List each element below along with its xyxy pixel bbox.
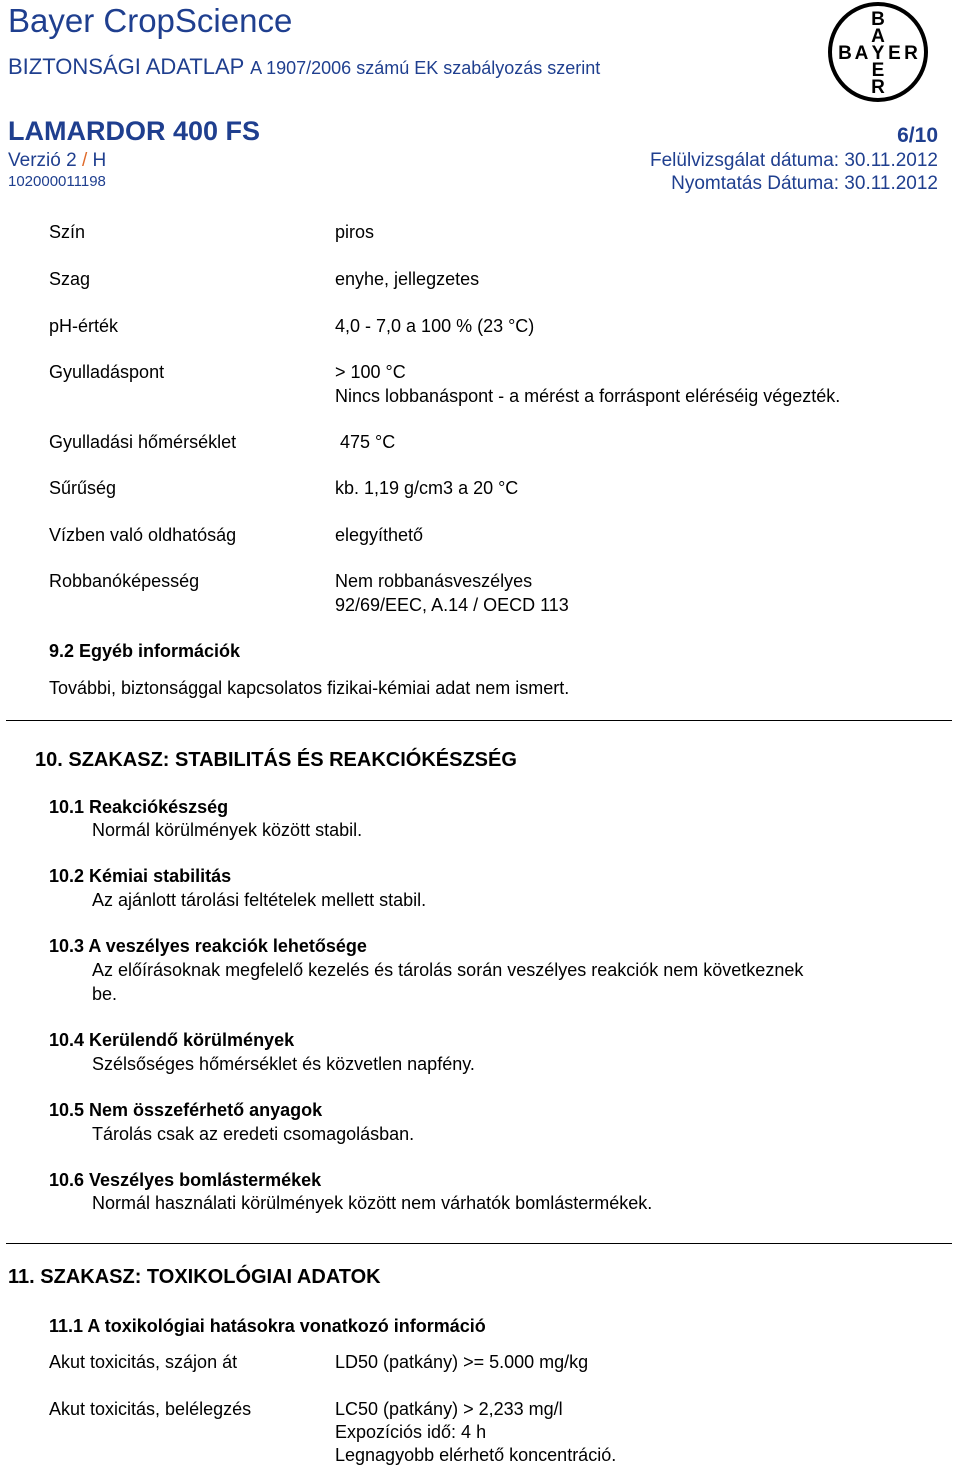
sds-title-text: BIZTONSÁGI ADATLAP	[8, 54, 244, 79]
version-separator: /	[81, 150, 88, 171]
property-value-ignition-temp: 475 °C	[340, 432, 396, 452]
section-divider	[6, 720, 952, 721]
reactivity-text: Normál körülmények között stabil.	[92, 820, 363, 840]
decomposition-products-text: Normál használati körülmények között nem várhatók bomlástermékek.	[92, 1193, 653, 1213]
review-date: Felülvizsgálat dátuma: 30.11.2012	[650, 150, 938, 171]
section-10-title: 10. SZAKASZ: STABILITÁS ÉS REAKCIÓKÉSZSÉG	[35, 749, 517, 771]
regulation-text: A 1907/2006 számú EK szabályozás szerint	[250, 58, 601, 78]
svg-text:R: R	[904, 43, 918, 64]
property-value-explosive: Nem robbanásveszélyes	[335, 571, 533, 591]
section-11-title: 11. SZAKASZ: TOXIKOLÓGIAI ADATOK	[8, 1266, 381, 1288]
property-label-ph: pH-érték	[49, 316, 119, 336]
svg-text:A: A	[854, 43, 869, 64]
property-label-solubility: Vízben való oldhatóság	[49, 525, 237, 545]
property-value-flash-point-note: Nincs lobbanáspont - a mérést a forráspont eléréséig végezték.	[335, 386, 841, 406]
bayer-cross-logo	[826, 0, 930, 104]
oral-toxicity-label: Akut toxicitás, szájon át	[49, 1352, 238, 1372]
conditions-to-avoid-heading: 10.4 Kerülendő körülmények	[49, 1030, 295, 1050]
version-label: Verzió 2	[8, 150, 77, 171]
incompatible-materials-text: Tárolás csak az eredeti csomagolásban.	[92, 1124, 415, 1144]
property-label-density: Sűrűség	[49, 478, 117, 498]
inhalation-toxicity-label: Akut toxicitás, belélegzés	[49, 1399, 252, 1419]
property-value-flash-point: > 100 °C	[335, 362, 406, 382]
hazardous-reactions-text-cont: be.	[92, 984, 118, 1004]
property-label-ignition-temp: Gyulladási hőmérséklet	[49, 432, 237, 452]
reactivity-heading: 10.1 Reakciókészség	[49, 797, 229, 817]
conditions-to-avoid-text: Szélsőséges hőmérséklet és közvetlen napfény.	[92, 1054, 475, 1074]
svg-text:R: R	[871, 77, 885, 98]
property-value-solubility: elegyíthető	[335, 525, 424, 545]
hazardous-reactions-text: Az előírásoknak megfelelő kezelés és tárolás során veszélyes reakciók nem következnek	[92, 960, 804, 980]
chemical-stability-heading: 10.2 Kémiai stabilitás	[49, 866, 232, 886]
hazardous-reactions-heading: 10.3 A veszélyes reakciók lehetősége	[49, 936, 367, 956]
page-number: 6/10	[897, 124, 938, 147]
decomposition-products-heading: 10.6 Veszélyes bomlástermékek	[49, 1170, 322, 1190]
company-name: Bayer CropScience	[8, 2, 293, 39]
property-label-explosive: Robbanóképesség	[49, 571, 200, 591]
inhalation-max-concentration: Legnagyobb elérhető koncentráció.	[335, 1445, 617, 1465]
document-number: 102000011198	[8, 173, 106, 190]
version-info	[8, 150, 106, 172]
property-label-flash-point: Gyulladáspont	[49, 362, 165, 382]
toxicology-subheading: 11.1 A toxikológiai hatásokra vonatkozó információ	[49, 1316, 486, 1336]
property-value-ph: 4,0 - 7,0 a 100 % (23 °C)	[335, 316, 535, 336]
svg-text:E: E	[871, 60, 885, 81]
property-value-density: kb. 1,19 g/cm3 a 20 °C	[335, 478, 519, 498]
version-language: H	[92, 150, 107, 171]
document-title	[8, 54, 600, 80]
incompatible-materials-heading: 10.5 Nem összeférhető anyagok	[49, 1100, 323, 1120]
chemical-stability-text: Az ajánlott tárolási feltételek mellett stabil.	[92, 890, 427, 910]
property-label-odor: Szag	[49, 269, 91, 289]
svg-text:B: B	[838, 43, 852, 64]
svg-text:E: E	[888, 43, 901, 64]
section-divider	[6, 1243, 952, 1244]
property-label-color: Szín	[49, 222, 86, 242]
other-info-heading: 9.2 Egyéb információk	[49, 641, 241, 661]
print-date: Nyomtatás Dátuma: 30.11.2012	[671, 173, 938, 194]
other-info-text: További, biztonsággal kapcsolatos fizikai-kémiai adat nem ismert.	[49, 678, 570, 698]
product-name: LAMARDOR 400 FS	[8, 116, 261, 146]
property-value-odor: enyhe, jellegzetes	[335, 269, 480, 289]
oral-toxicity-value: LD50 (patkány) >= 5.000 mg/kg	[335, 1352, 589, 1372]
svg-text:A: A	[871, 26, 885, 47]
svg-text:B: B	[871, 9, 885, 30]
inhalation-toxicity-value: LC50 (patkány) > 2,233 mg/l	[335, 1399, 563, 1419]
inhalation-exposure-time: Expozíciós idő: 4 h	[335, 1422, 487, 1442]
svg-text:Y: Y	[871, 43, 885, 64]
property-value-color: piros	[335, 222, 375, 242]
property-value-explosive-method: 92/69/EEC, A.14 / OECD 113	[335, 595, 569, 615]
